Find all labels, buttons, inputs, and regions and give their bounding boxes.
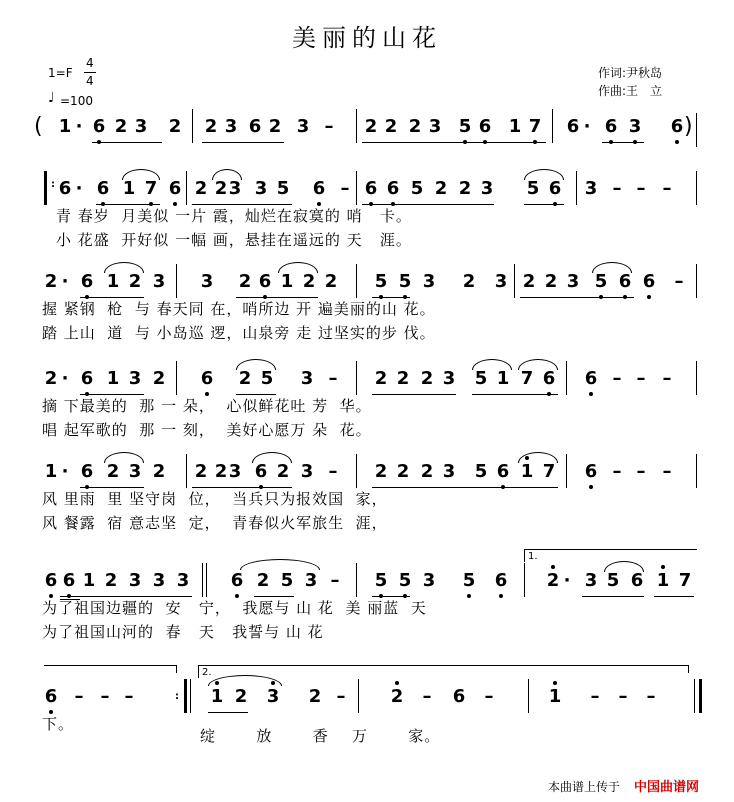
song-title: 美丽的山花	[292, 24, 442, 52]
volta-label-2: 2.	[202, 667, 212, 678]
row-5-notes: 6 6 1 2 3 3 3 6 2 5 3 – 5 5 3 5 6 2 · 3 5 6 1 7	[0, 567, 734, 595]
row-4-notes: 1 · 6 2 3 2 2 2 3 6 2 3 – 2 2 2 3 5 6 1 7 6 – – –	[0, 458, 734, 486]
intro-close-paren: )	[684, 114, 693, 139]
key-signature: 1=F	[48, 66, 73, 80]
row-3-notes: 2 · 6 1 3 2 6 2 5 3 – 2 2 2 3 5 1 7 6 6 – – –	[0, 365, 734, 393]
row-6-lyric-verse-2: 绽 放 香 万 家。	[200, 727, 441, 745]
volta-bracket-2	[198, 665, 689, 678]
row-3-lyric-verse-1: 摘 下最美的 那 一 朵， 心似鲜花吐 芳 华。	[42, 397, 372, 415]
score-row-1	[0, 175, 734, 255]
site-logo[interactable]: 中国曲谱网	[634, 780, 700, 795]
row-3-lyric-verse-2: 唱 起军歌的 那 一 刻， 美好心愿万 朵 花。	[42, 421, 372, 439]
row-1-lyric-verse-1: 青 春岁 月美似 一片 霞，灿烂在寂寞的 哨 卡。	[56, 207, 412, 225]
volta-1-continuation	[44, 665, 176, 666]
time-signature-bottom: 4	[86, 74, 94, 88]
lyricist: 作词:尹秋岛	[598, 66, 663, 80]
quarter-note-icon: ♩	[48, 90, 55, 106]
intro-notes: 1 · 6 2 3 2 2 3 6 2 3 – 2 2 2 3 5 6 1 7 6 · 6 3 6	[0, 113, 734, 141]
upload-credit: 本曲谱上传于	[548, 780, 621, 794]
row-6-notes: 6 – – – : 1 2 3 2 – 2 – 6 – 1 – – –	[0, 683, 734, 711]
score-row-3	[0, 365, 734, 445]
score-row-5	[0, 551, 734, 647]
row-5-lyric-verse-1: 为了祖国边疆的 安 宁， 我愿与 山 花 美 丽蓝 天	[42, 599, 427, 617]
row-1-lyric-verse-2: 小 花盛 开好似 一幅 画，悬挂在遥远的 天 涯。	[56, 231, 412, 249]
composer: 作曲:王 立	[598, 84, 663, 98]
row-6-lyric-verse-1: 下。	[42, 715, 75, 733]
intro-row	[0, 113, 734, 149]
row-5-lyric-verse-2: 为了祖国山河的 春 天 我誓与 山 花	[42, 623, 324, 641]
row-4-lyric-verse-2: 风 餐露 宿 意志坚 定， 青春似火军旅生 涯，	[42, 514, 388, 532]
time-signature-line	[84, 72, 96, 73]
tempo: =100	[60, 94, 93, 108]
row-4-lyric-verse-1: 风 里雨 里 坚守岗 位， 当兵只为报效国 家，	[42, 490, 388, 508]
score-row-6	[0, 667, 734, 763]
score-row-2	[0, 268, 734, 348]
row-2-lyric-verse-1: 握 紧钢 枪 与 春天同 在，哨所边 开 遍美丽的山 花。	[42, 300, 436, 318]
score-row-4	[0, 458, 734, 538]
volta-label-1: 1.	[528, 551, 538, 562]
row-2-lyric-verse-2: 踏 上山 道 与 小岛巡 逻，山泉旁 走 过坚实的步 伐。	[42, 324, 436, 342]
intro-open-paren: (	[34, 114, 43, 139]
row-2-notes: 2 · 6 1 2 3 3 2 6 1 2 2 5 5 3 2 3 2 2 3 5 6 6 –	[0, 268, 734, 296]
time-signature-top: 4	[86, 56, 94, 70]
row-1-notes: : 6 · 6 1 7 6 2 2 3 3 5 6 – 6 6 5 2 2 3 5 6 3 – – –	[0, 175, 734, 203]
volta-bracket-1	[524, 549, 697, 562]
